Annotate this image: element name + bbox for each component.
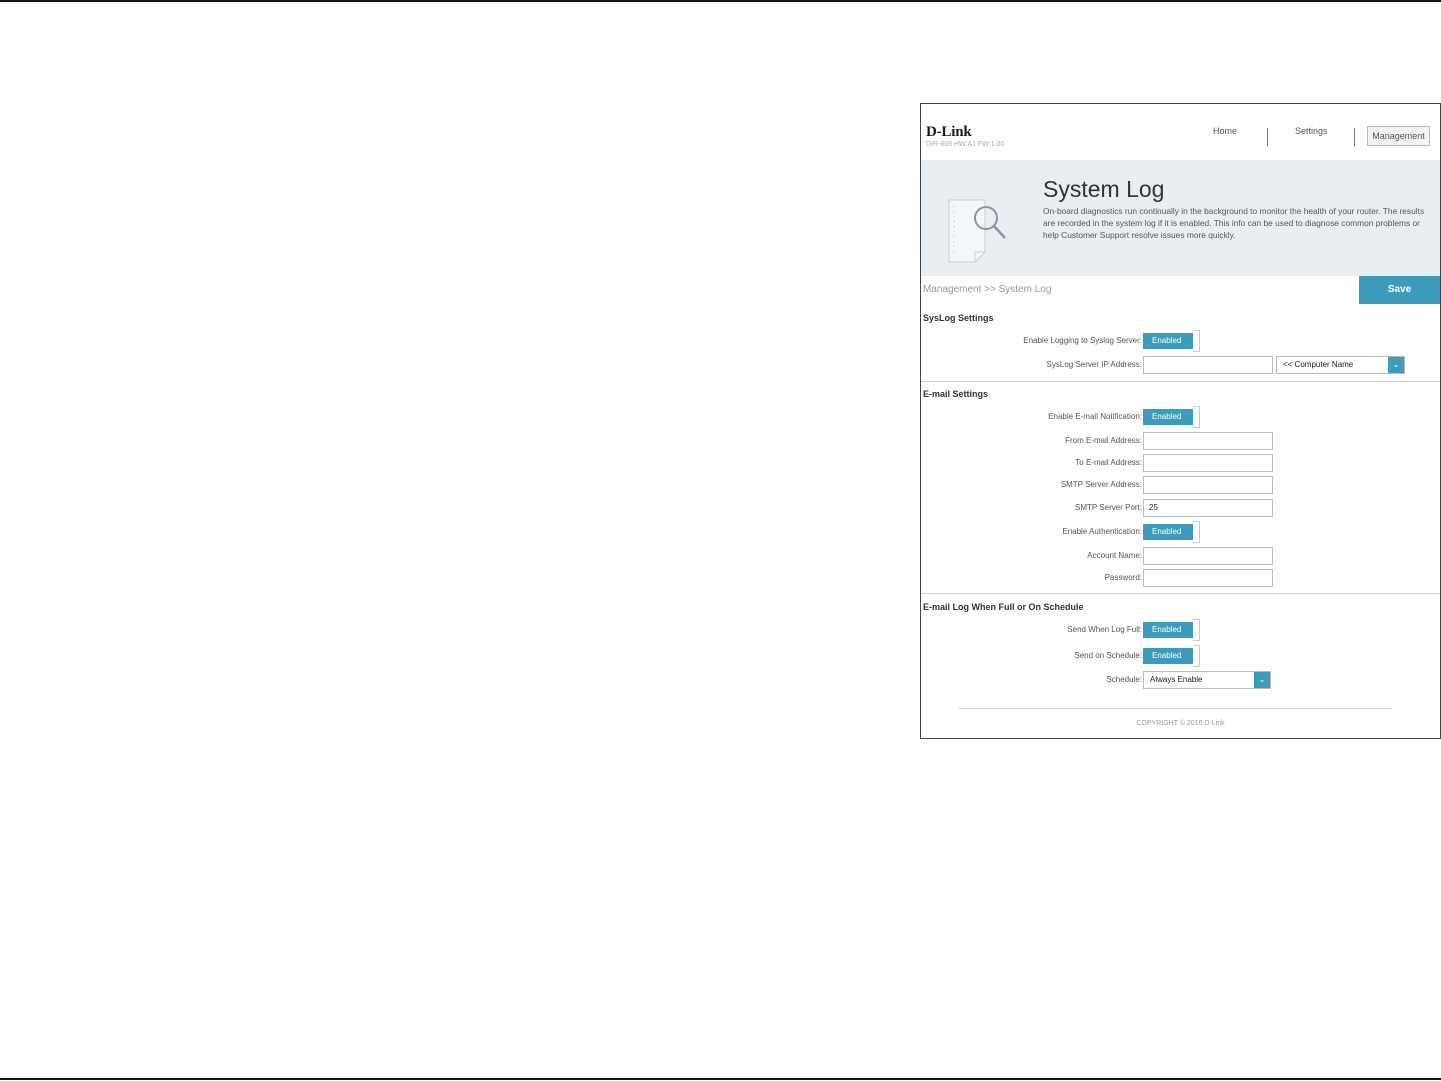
computer-name-select[interactable] (1276, 356, 1405, 374)
password-label: Password: (1104, 573, 1142, 582)
chevron-down-icon: ⌄ (1388, 357, 1404, 373)
hero-banner (921, 160, 1440, 276)
send-schedule-label: Send on Schedule: (1074, 651, 1142, 660)
smtp-port-input[interactable]: 25 (1143, 499, 1273, 517)
nav-separator (1267, 128, 1268, 146)
send-schedule-toggle[interactable]: Enabled (1143, 648, 1193, 664)
account-name-input[interactable] (1143, 547, 1273, 565)
email-notify-toggle[interactable]: Enabled (1143, 409, 1193, 425)
account-name-label: Account Name: (1087, 551, 1142, 560)
send-full-toggle[interactable]: Enabled (1143, 622, 1193, 638)
router-system-log-page (920, 103, 1441, 739)
nav-management[interactable]: Management (1367, 126, 1430, 146)
toggle-switch-edge (1193, 619, 1200, 641)
syslog-section-title: SysLog Settings (923, 313, 994, 323)
copyright-text: COPYRIGHT © 2016 D-Link (1136, 720, 1225, 727)
footer-divider (958, 708, 1392, 709)
smtp-address-label: SMTP Server Address: (1060, 480, 1142, 489)
nav-separator (1354, 128, 1355, 146)
email-notify-label: Enable E-mail Notification: (1048, 412, 1142, 421)
email-section-title: E-mail Settings (923, 389, 989, 399)
page-title: System Log (1043, 176, 1165, 202)
section-divider (921, 381, 1440, 382)
send-full-label: Send When Log Full: (1067, 625, 1142, 634)
to-email-input[interactable] (1143, 454, 1273, 472)
schedule-label: Schedule: (1106, 675, 1142, 684)
from-email-label: From E-mail Address: (1065, 436, 1142, 445)
nav-home[interactable]: Home (1213, 126, 1238, 136)
section-divider (921, 593, 1440, 594)
syslog-ip-input[interactable] (1143, 356, 1273, 374)
log-schedule-section-title: E-mail Log When Full or On Schedule (923, 602, 1084, 612)
page-description: On-board diagnostics run continually in the background to monitor the health of your router. The results are recorded in the system log if it is enabled. This info can be used to diagnose common problems or help Customer Support resolve issues more quickly. (1043, 206, 1425, 240)
page-top-rule (0, 0, 1441, 2)
smtp-address-input[interactable] (1143, 476, 1273, 494)
toggle-switch-edge (1193, 330, 1200, 352)
model-info: DIR-869 HW:A1 FW:1.00 (926, 141, 1005, 148)
schedule-value: Always Enable (1150, 675, 1203, 684)
breadcrumb: Management >> System Log (923, 284, 1052, 295)
computer-name-value: << Computer Name (1283, 360, 1354, 369)
page-bottom-rule (0, 1078, 1441, 1080)
syslog-enable-label: Enable Logging to Syslog Server: (1023, 336, 1142, 345)
chevron-down-icon: ⌄ (1254, 672, 1270, 688)
syslog-ip-label: SysLog Server IP Address: (1046, 360, 1142, 369)
toggle-switch-edge (1193, 521, 1200, 543)
smtp-port-label: SMTP Server Port: (1075, 503, 1142, 512)
to-email-label: To E-mail Address: (1075, 458, 1142, 467)
toggle-switch-edge (1193, 406, 1200, 428)
save-button[interactable]: Save (1359, 276, 1440, 304)
toggle-switch-edge (1193, 645, 1200, 667)
nav-settings[interactable]: Settings (1295, 126, 1328, 136)
log-search-icon (945, 196, 1011, 266)
auth-label: Enable Authentication: (1062, 527, 1142, 536)
from-email-input[interactable] (1143, 432, 1273, 450)
dlink-logo: D-Link (926, 124, 972, 140)
schedule-select[interactable] (1143, 671, 1271, 689)
password-input[interactable] (1143, 569, 1273, 587)
auth-toggle[interactable]: Enabled (1143, 524, 1193, 540)
syslog-enable-toggle[interactable]: Enabled (1143, 333, 1193, 349)
